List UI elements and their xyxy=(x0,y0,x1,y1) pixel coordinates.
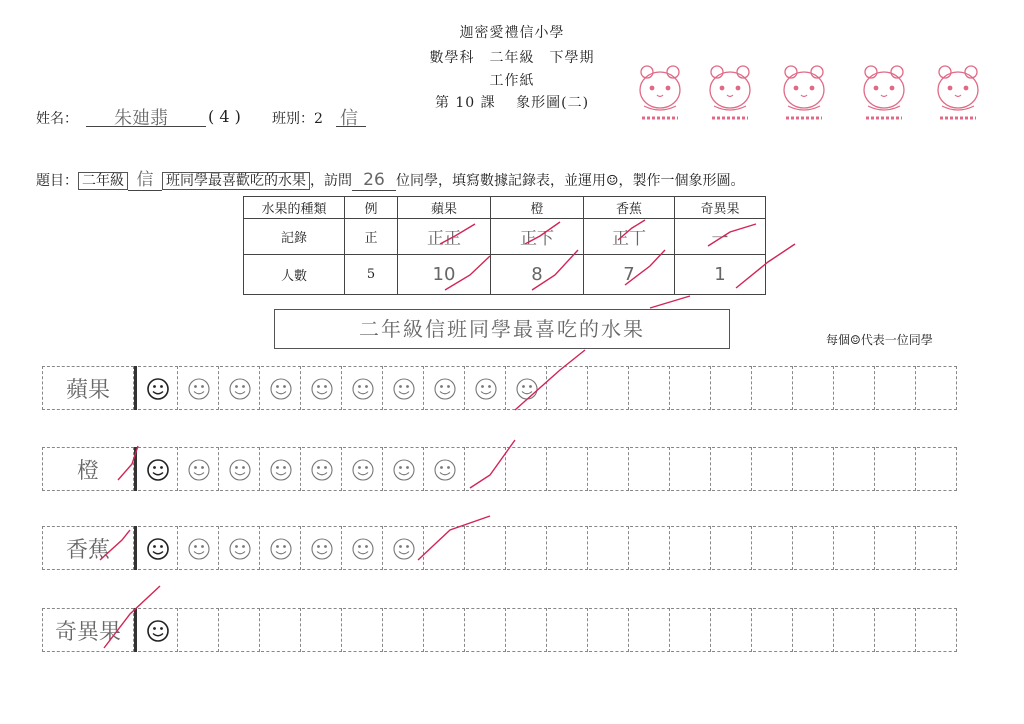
task-topic: 班同學最喜歡吃的水果 xyxy=(162,172,310,190)
tick-mark xyxy=(470,440,515,488)
tally-cell: 正下 xyxy=(491,219,584,255)
tally-cell: 一 xyxy=(675,219,766,255)
subject-line: 數學科 二年級 下學期 xyxy=(429,50,595,66)
task-count: 26 xyxy=(352,170,396,191)
row-label: 記錄 xyxy=(244,219,345,255)
row-label: 奇異果 xyxy=(42,608,134,652)
task-ask: ，訪問 xyxy=(310,173,352,189)
tick-mark xyxy=(445,256,490,290)
example-cell: 5 xyxy=(345,255,398,295)
task-class-value: 信 xyxy=(128,165,162,191)
tick-mark xyxy=(118,446,138,480)
tick-mark xyxy=(104,586,160,648)
example-cell: 正 xyxy=(345,219,398,255)
tick-mark xyxy=(736,244,795,288)
row-label: 人數 xyxy=(244,255,345,295)
tick-mark xyxy=(708,224,756,246)
tally-cell: 正正 xyxy=(398,219,491,255)
school-name: 迦密愛禮信小學 xyxy=(459,25,565,41)
pictograph-key: 每個☺代表一位同學 xyxy=(826,333,933,347)
count-cell: 7 xyxy=(584,255,675,295)
table-header: 水果的種類 xyxy=(244,197,345,219)
table-header: 橙 xyxy=(491,197,584,219)
tick-mark xyxy=(418,516,490,560)
tick-mark xyxy=(525,222,560,244)
tick-mark xyxy=(440,224,475,244)
table-header: 香蕉 xyxy=(584,197,675,219)
row-label: 香蕉 xyxy=(42,526,134,570)
count-cell: 10 xyxy=(398,255,491,295)
tick-mark xyxy=(532,250,578,290)
pictograph-title: 二年級信班同學最喜吃的水果 xyxy=(359,317,645,341)
doc-type: 工作紙 xyxy=(489,73,535,89)
row-label: 橙 xyxy=(42,447,134,491)
table-header: 蘋果 xyxy=(398,197,491,219)
tick-mark xyxy=(650,296,690,308)
student-number: ( 4 ) xyxy=(208,107,241,126)
class-label: 班別：2 xyxy=(272,111,323,127)
tick-mark xyxy=(100,530,130,560)
class-value: 信 xyxy=(340,108,358,129)
task-grade: 二年級 xyxy=(78,172,128,190)
task-prefix: 題目： xyxy=(36,173,78,189)
count-cell: 1 xyxy=(675,255,766,295)
count-cell: 8 xyxy=(491,255,584,295)
tick-mark xyxy=(625,250,665,285)
name-label: 姓名： xyxy=(36,111,78,127)
table-header: 奇異果 xyxy=(675,197,766,219)
row-label: 蘋果 xyxy=(42,366,134,410)
name-value: 朱廸翡 xyxy=(114,108,168,129)
table-header: 例 xyxy=(345,197,398,219)
tally-cell: 正丅 xyxy=(584,219,675,255)
tick-mark xyxy=(618,220,645,240)
task-suffix: 位同學，填寫數據記錄表，並運用☺，製作一個象形圖。 xyxy=(396,173,745,189)
lesson-title: 第 10 課 象形圖(二) xyxy=(434,95,590,111)
tick-mark xyxy=(515,350,585,410)
